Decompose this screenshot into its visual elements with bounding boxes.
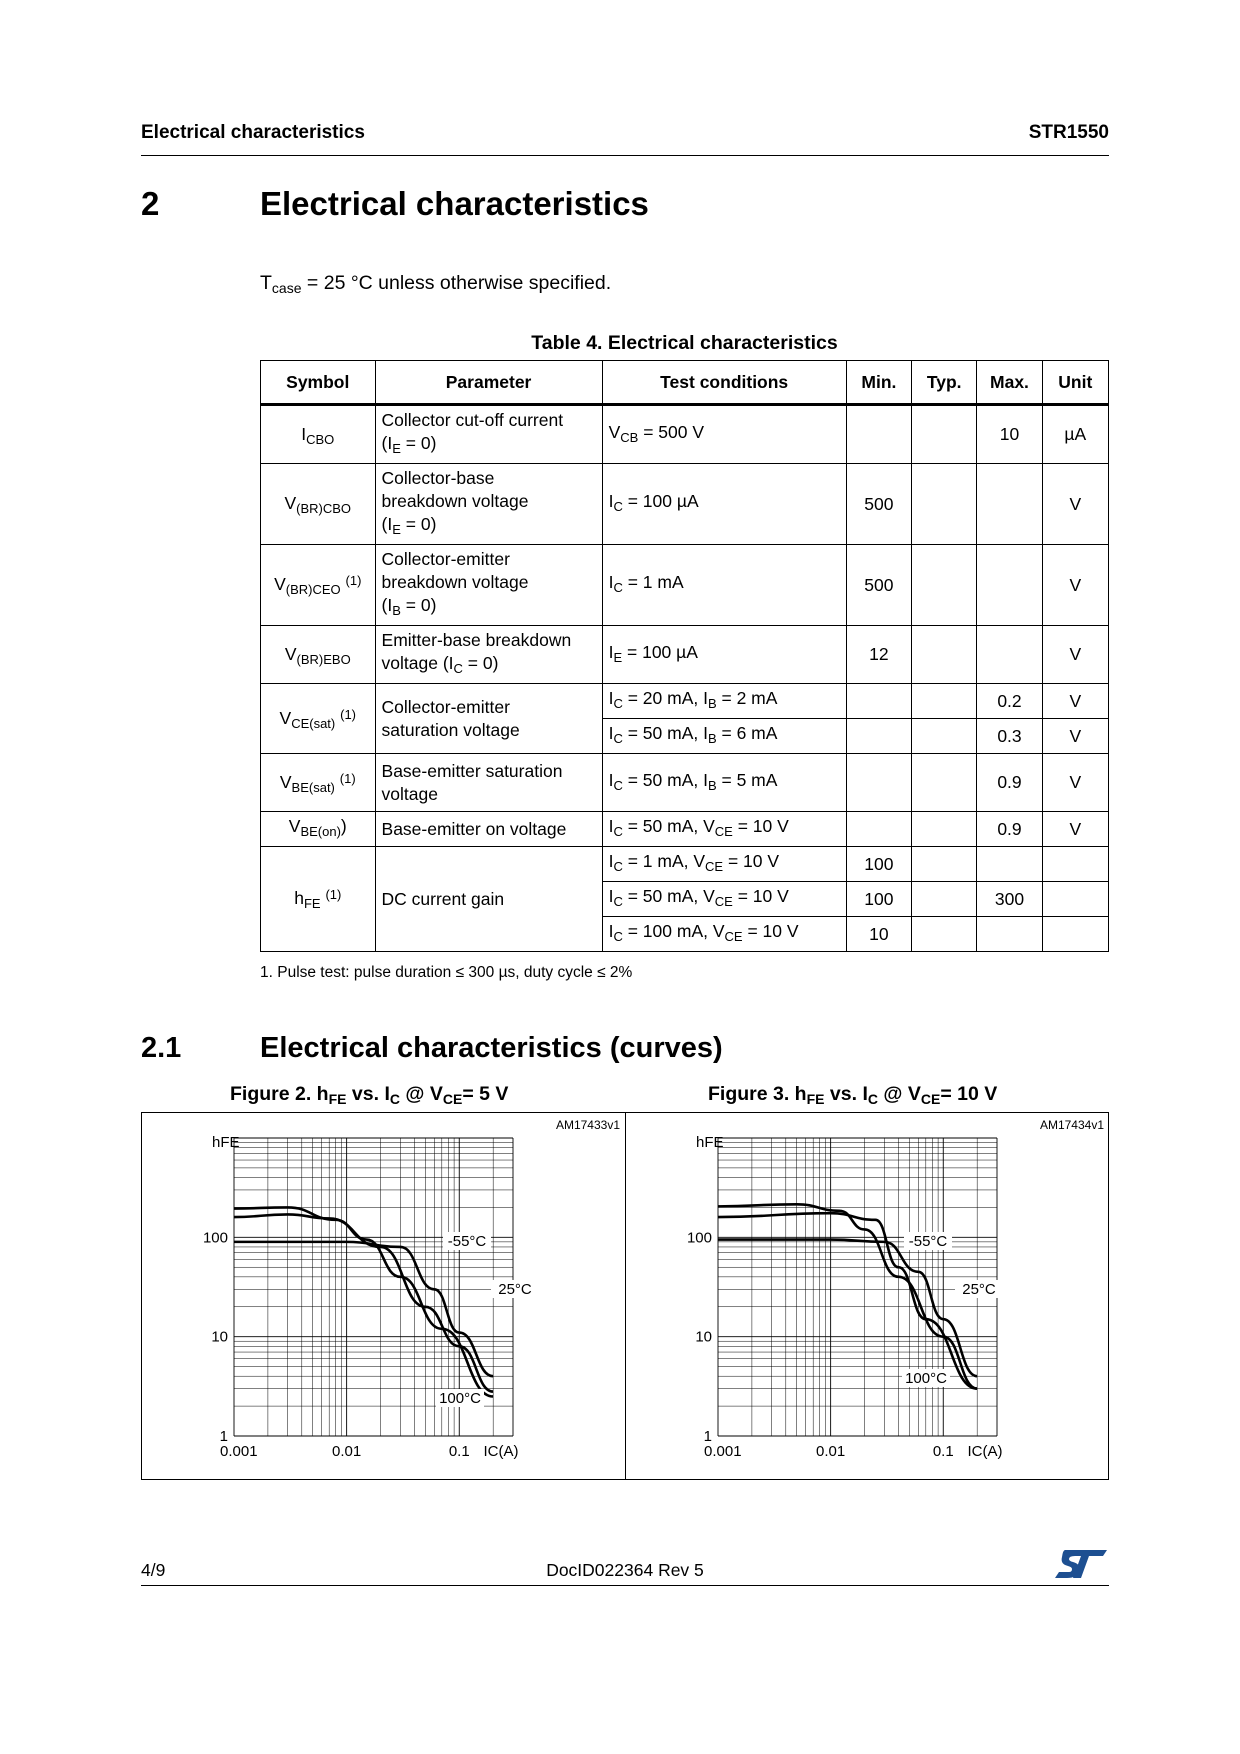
col-header: Parameter (375, 361, 602, 405)
page-footer (141, 1548, 1109, 1586)
min-cell (846, 405, 911, 464)
section-number: 2 (141, 185, 160, 222)
x-tick-label: 0.1 (932, 1443, 954, 1460)
temperature-note: $T_{case} = 25$ °C unless otherwise specified. (260, 272, 612, 296)
page-header (141, 122, 1109, 156)
min-cell: 500 (846, 545, 911, 626)
temperature-annotation: 25°C (962, 1281, 996, 1298)
typ-cell (912, 847, 977, 882)
typ-cell (912, 812, 977, 847)
parameter-cell: DC current gain (375, 847, 602, 952)
unit-cell: µA (1042, 405, 1108, 464)
x-tick-label: 0.01 (332, 1443, 362, 1460)
condition-cell: $I_C = 100$ µA (602, 464, 846, 545)
figure-3-caption: Figure 3. $h_{FE}$ vs. $I_C$ @ $V_{CE}= 10$ V (708, 1083, 998, 1107)
min-cell (846, 684, 911, 719)
parameter-cell: Collector cut-off current $(I_E = 0)$ (375, 405, 602, 464)
unit-cell: V (1042, 545, 1108, 626)
symbol-cell: $V_{(BR)CBO}$ (261, 464, 376, 545)
parameter-cell: Base-emitter saturation voltage (375, 754, 602, 812)
x-tick-label: 0.1 (448, 1443, 470, 1460)
min-cell: 100 (846, 882, 911, 917)
symbol-cell: $h_{FE}$ $^{(1)}$ (261, 847, 376, 952)
col-header: Min. (846, 361, 911, 405)
min-cell (846, 719, 911, 754)
condition-cell: $I_C = 100$ mA, $V_{CE} = 10$ V (602, 917, 846, 952)
table-row (261, 626, 1109, 684)
symbol-cell: $V_{(BR)EBO}$ (261, 626, 376, 684)
typ-cell (912, 754, 977, 812)
max-cell: 10 (977, 405, 1042, 464)
x-tick-label: 0.001 (704, 1443, 742, 1460)
symbol-cell: $V_{CE(sat)}$ $^{(1)}$ (261, 684, 376, 754)
max-cell: 300 (977, 882, 1042, 917)
table-row (261, 545, 1109, 626)
electrical-characteristics-table (260, 360, 1109, 952)
y-tick-label: 10 (695, 1328, 712, 1346)
max-cell (977, 626, 1042, 684)
max-cell (977, 545, 1042, 626)
table-caption: Table 4. Electrical characteristics (531, 332, 838, 354)
temperature-annotation: 25°C (498, 1281, 532, 1298)
unit-cell: V (1042, 464, 1108, 545)
table-row (261, 464, 1109, 545)
min-cell: 100 (846, 847, 911, 882)
typ-cell (912, 464, 977, 545)
min-cell: 500 (846, 464, 911, 545)
figures-frame (141, 1112, 1109, 1480)
table-row (261, 405, 1109, 464)
min-cell: 10 (846, 917, 911, 952)
x-tick-label: 0.01 (816, 1443, 846, 1460)
header-section-title: Electrical characteristics (141, 122, 365, 143)
typ-cell (912, 626, 977, 684)
unit-cell: V (1042, 754, 1108, 812)
max-cell: 0.9 (977, 754, 1042, 812)
max-cell: 0.3 (977, 719, 1042, 754)
parameter-cell: Collector-emitter saturation voltage (375, 684, 602, 754)
typ-cell (912, 405, 977, 464)
y-tick-label: 100 (202, 1229, 228, 1247)
condition-cell: $I_C = 50$ mA, $V_{CE} = 10$ V (602, 882, 846, 917)
max-cell (977, 917, 1042, 952)
y-tick-label: 10 (211, 1328, 228, 1346)
temperature-annotation: -55°C (447, 1233, 487, 1250)
y-tick-label: 1 (219, 1428, 228, 1445)
table-row (261, 847, 1109, 882)
unit-cell: V (1042, 719, 1108, 754)
symbol-cell: $V_{(BR)CEO}$ $^{(1)}$ (261, 545, 376, 626)
y-tick-label: 100 (686, 1229, 712, 1247)
unit-cell (1042, 917, 1108, 952)
hfe-chart-vce-5v (142, 1113, 625, 1479)
typ-cell (912, 719, 977, 754)
page-number: 4/9 (141, 1560, 166, 1580)
max-cell: 0.9 (977, 812, 1042, 847)
table-header-row (261, 361, 1109, 405)
min-cell: 12 (846, 626, 911, 684)
symbol-cell: $V_{BE(sat)}$ $^{(1)}$ (261, 754, 376, 812)
condition-cell: $I_C = 50$ mA, $I_B = 6$ mA (602, 719, 846, 754)
figure-code: AM17433v1 (555, 1118, 620, 1132)
parameter-cell: Collector-emitter breakdown voltage $(I_B = 0)$ (375, 545, 602, 626)
temperature-annotation: -55°C (908, 1233, 948, 1250)
temperature-annotation: 100°C (905, 1370, 947, 1387)
x-axis-label: IC(A) (967, 1443, 1003, 1460)
min-cell (846, 754, 911, 812)
max-cell: 0.2 (977, 684, 1042, 719)
condition-cell: $I_C = 50$ mA, $V_{CE} = 10$ V (602, 812, 846, 847)
table-row (261, 812, 1109, 847)
hfe-chart-vce-10v (626, 1113, 1109, 1479)
typ-cell (912, 917, 977, 952)
unit-cell: V (1042, 812, 1108, 847)
y-axis-label: hFE (212, 1134, 240, 1151)
condition-cell: $I_C = 50$ mA, $I_B = 5$ mA (602, 754, 846, 812)
typ-cell (912, 882, 977, 917)
max-cell (977, 464, 1042, 545)
min-cell (846, 812, 911, 847)
col-header: Symbol (261, 361, 376, 405)
subsection-title: Electrical characteristics (curves) (260, 1032, 723, 1064)
typ-cell (912, 684, 977, 719)
st-logo-icon (1053, 1548, 1109, 1580)
section-title: Electrical characteristics (260, 185, 649, 222)
x-axis-label: IC(A) (483, 1443, 519, 1460)
parameter-cell: Base-emitter on voltage (375, 812, 602, 847)
condition-cell: $I_C = 1$ mA, $V_{CE} = 10$ V (602, 847, 846, 882)
condition-cell: $I_E = 100$ µA (602, 626, 846, 684)
x-tick-label: 0.001 (220, 1443, 258, 1460)
condition-cell: $V_{CB} = 500$ V (602, 405, 846, 464)
unit-cell: V (1042, 626, 1108, 684)
figure-code: AM17434v1 (1039, 1118, 1104, 1132)
table-row (261, 684, 1109, 719)
figure-2-caption: Figure 2. $h_{FE}$ vs. $I_C$ @ $V_{CE}= 5$ V (230, 1083, 509, 1107)
col-header: Unit (1042, 361, 1108, 405)
max-cell (977, 847, 1042, 882)
subsection-number: 2.1 (141, 1032, 182, 1064)
y-tick-label: 1 (703, 1428, 712, 1445)
header-part-number: STR1550 (1028, 122, 1109, 143)
unit-cell (1042, 847, 1108, 882)
y-axis-label: hFE (696, 1134, 724, 1151)
condition-cell: $I_C = 1$ mA (602, 545, 846, 626)
unit-cell (1042, 882, 1108, 917)
parameter-cell: Collector-base breakdown voltage $(I_E = 0)$ (375, 464, 602, 545)
col-header: Typ. (912, 361, 977, 405)
table-row (261, 754, 1109, 812)
parameter-cell: Emitter-base breakdown voltage $(I_C = 0)$ (375, 626, 602, 684)
symbol-cell: $I_{CBO}$ (261, 405, 376, 464)
table-footnote: 1. Pulse test: pulse duration ≤ 300 µs, duty cycle ≤ 2% (260, 964, 633, 981)
col-header: Test conditions (602, 361, 846, 405)
temperature-annotation: 100°C (439, 1390, 481, 1407)
col-header: Max. (977, 361, 1042, 405)
condition-cell: $I_C = 20$ mA, $I_B = 2$ mA (602, 684, 846, 719)
symbol-cell: $V_{BE(on)}$) (261, 812, 376, 847)
document-id: DocID022364 Rev 5 (546, 1560, 704, 1580)
unit-cell: V (1042, 684, 1108, 719)
typ-cell (912, 545, 977, 626)
